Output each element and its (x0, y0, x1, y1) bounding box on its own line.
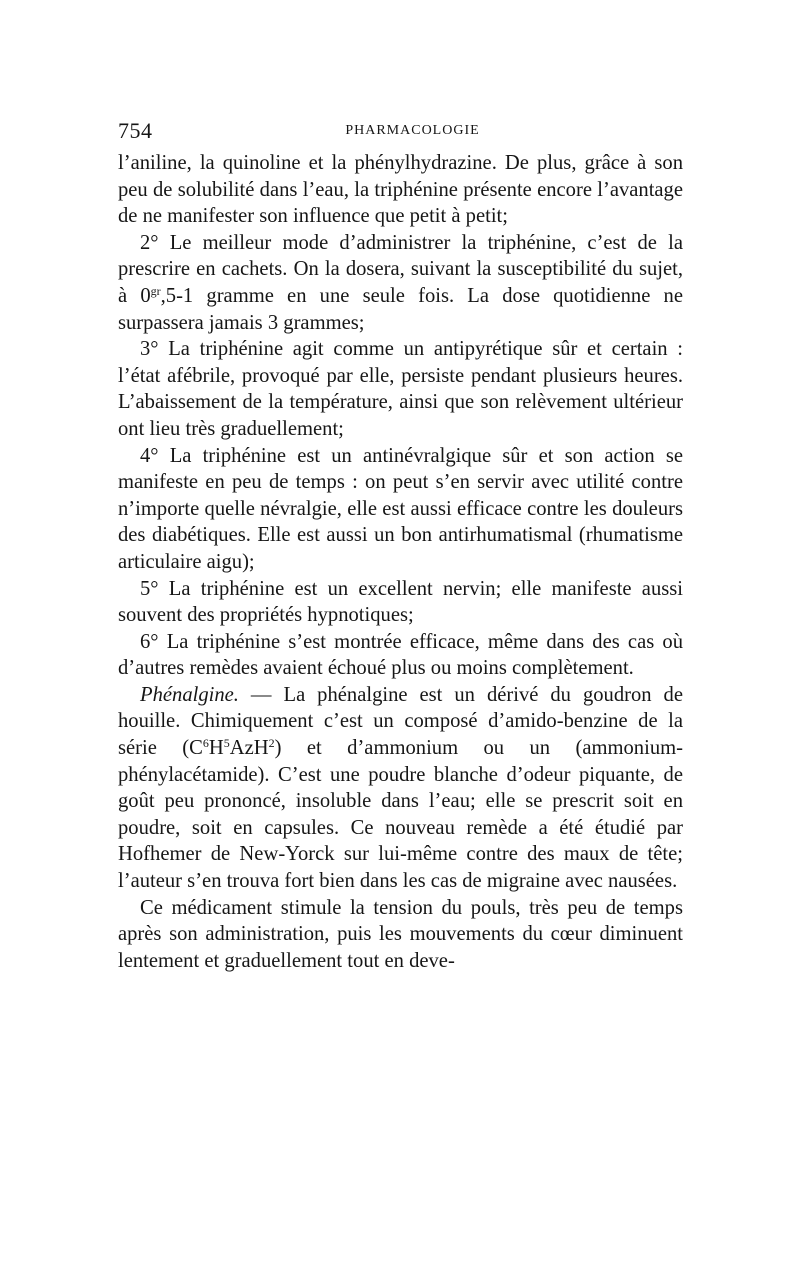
body-text (118, 150, 683, 974)
paragraph-point-3 (118, 336, 683, 442)
formula-subscript: 5 (223, 736, 230, 751)
paragraph-point-5 (118, 576, 683, 629)
paragraph-continuation (118, 150, 683, 230)
paragraph-text: l’aniline, la quinoline et la phénylhydrazine. De plus, grâce à son peu de solubilité dans l’eau, la triphénine présente encore l’avantage de ne manifester son influence que petit à petit; (118, 152, 683, 228)
paragraph-text: ,5-1 gramme en une seule fois. La dose quotidienne ne surpassera jamais 3 grammes; (118, 284, 683, 334)
paragraph-text: H (208, 737, 224, 760)
superscript-unit: gr (150, 283, 161, 298)
paragraph-text: AzH (229, 737, 269, 760)
paragraph-point-2 (118, 230, 683, 336)
paragraph-text: — La phénalgine est un dérivé du goudron de houille. Chimiquement c’est un composé d’amido-benzine de la série (C (118, 683, 683, 760)
formula-subscript: 2 (268, 736, 275, 751)
page-number: 754 (118, 118, 153, 143)
running-title: PHARMACOLOGIE (345, 123, 480, 138)
book-page (118, 118, 683, 974)
paragraph-text: 5° La triphénine est un excellent nervin; elle manifeste aussi souvent des propriétés hypnotiques; (118, 577, 683, 627)
section-title-phenalgine: Phénalgine. (140, 683, 239, 706)
page-header (118, 118, 683, 148)
paragraph-point-6 (118, 629, 683, 682)
paragraph-text: ) et d’ammonium ou un (ammonium-phénylacétamide). C’est une poudre blanche d’odeur piquante, de goût peu prononcé, insoluble dans l’eau; elle se prescrit soit en poudre, soit en capsules. Ce nouveau remède a été étudié par Hofhemer de New-Yorck sur lui-même contre des maux de tête; l’auteur s’en trouva fort bien dans les cas de migraine avec nausées. (118, 737, 684, 893)
formula-subscript: 6 (202, 736, 209, 751)
paragraph-text: 6° La triphénine s’est montrée efficace, même dans des cas où d’autres remèdes avaient échoué plus ou moins complètement. (118, 630, 683, 680)
paragraph-text: 2° Le meilleur mode d’administrer la triphénine, c’est de la prescrire en cachets. On la dosera, suivant la susceptibilité du sujet, à 0 (118, 231, 683, 307)
paragraph-text: 4° La triphénine est un antinévralgique sûr et son action se manifeste en peu de temps : on peut s’en servir avec utilité contre n’importe quelle névralgie, elle est aussi efficace contre les douleurs des diabétiques. Elle est aussi un bon antirhumatismal (rhumatisme articulaire aigu); (118, 444, 683, 573)
paragraph-medicament (118, 895, 683, 975)
paragraph-phenalgine (118, 682, 683, 895)
paragraph-text: Ce médicament stimule la tension du pouls, très peu de temps après son administration, puis les mouvements du cœur diminuent lentement et graduellement tout en deve- (118, 896, 683, 972)
paragraph-text: 3° La triphénine agit comme un antipyrétique sûr et certain : l’état afébrile, provoqué par elle, persiste pendant plusieurs heures. L’abaissement de la température, ainsi que son relèvement ultérieur ont lieu très graduellement; (118, 338, 683, 440)
paragraph-point-4 (118, 443, 683, 576)
